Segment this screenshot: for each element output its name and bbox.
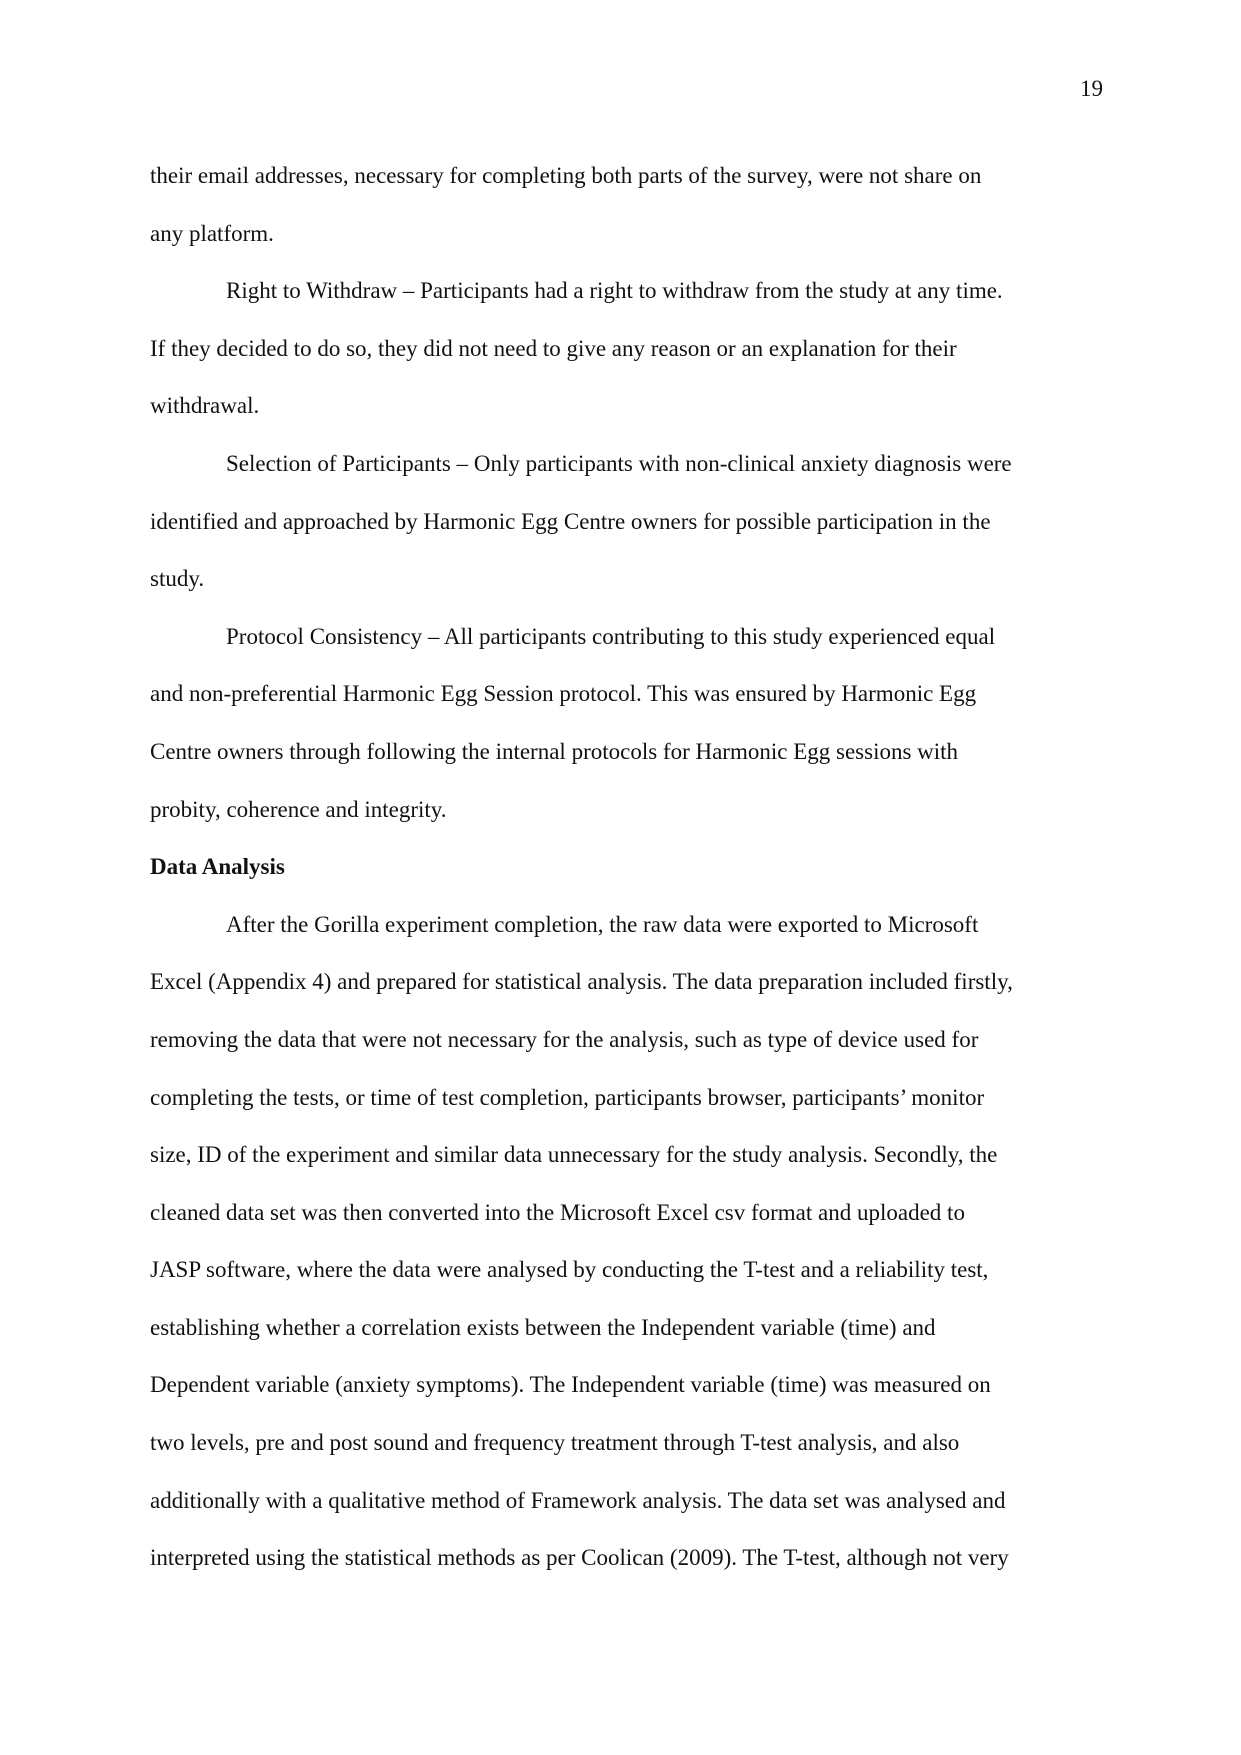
text-line: and non-preferential Harmonic Egg Session protocol. This was ensured by Harmonic Egg [150,681,977,707]
text-line: JASP software, where the data were analysed by conducting the T-test and a reliability test, [150,1257,989,1283]
text-line: removing the data that were not necessary for the analysis, such as type of device used for [150,1026,979,1052]
body-text [150,147,1098,1587]
text-line: Protocol Consistency – All participants contributing to this study experienced equal [226,623,996,649]
text-line: any platform. [150,220,274,246]
text-line: establishing whether a correlation exists between the Independent variable (time) and [150,1314,936,1340]
text-line: size, ID of the experiment and similar data unnecessary for the study analysis. Secondly, the [150,1142,998,1168]
section-heading: Data Analysis [150,854,285,880]
text-line: study. [150,566,205,592]
page-number: 19 [1080,76,1103,101]
text-line: Selection of Participants – Only participants with non-clinical anxiety diagnosis were [226,450,1012,476]
text-line: If they decided to do so, they did not need to give any reason or an explanation for their [150,335,957,361]
text-line: withdrawal. [150,393,260,419]
text-line: their email addresses, necessary for completing both parts of the survey, were not share on [150,163,982,188]
text-line: additionally with a qualitative method of Framework analysis. The data set was analysed and [150,1487,1006,1513]
text-line: Centre owners through following the internal protocols for Harmonic Egg sessions with [150,738,959,764]
text-line: cleaned data set was then converted into the Microsoft Excel csv format and uploaded to [150,1199,965,1225]
text-line: identified and approached by Harmonic Egg Centre owners for possible participation in the [150,508,991,534]
text-line: interpreted using the statistical methods as per Coolican (2009). The T-test, although not very [150,1545,1009,1571]
text-line: After the Gorilla experiment completion, the raw data were exported to Microsoft [226,911,979,937]
text-line: Dependent variable (anxiety symptoms). The Independent variable (time) was measured on [150,1372,991,1398]
text-line: completing the tests, or time of test completion, participants browser, participants’ monitor [150,1084,985,1110]
text-line: Excel (Appendix 4) and prepared for statistical analysis. The data preparation included firstly, [150,969,1013,995]
text-line: two levels, pre and post sound and frequency treatment through T-test analysis, and also [150,1430,960,1456]
text-line: Right to Withdraw – Participants had a right to withdraw from the study at any time. [226,278,1003,304]
text-line: probity, coherence and integrity. [150,796,447,822]
